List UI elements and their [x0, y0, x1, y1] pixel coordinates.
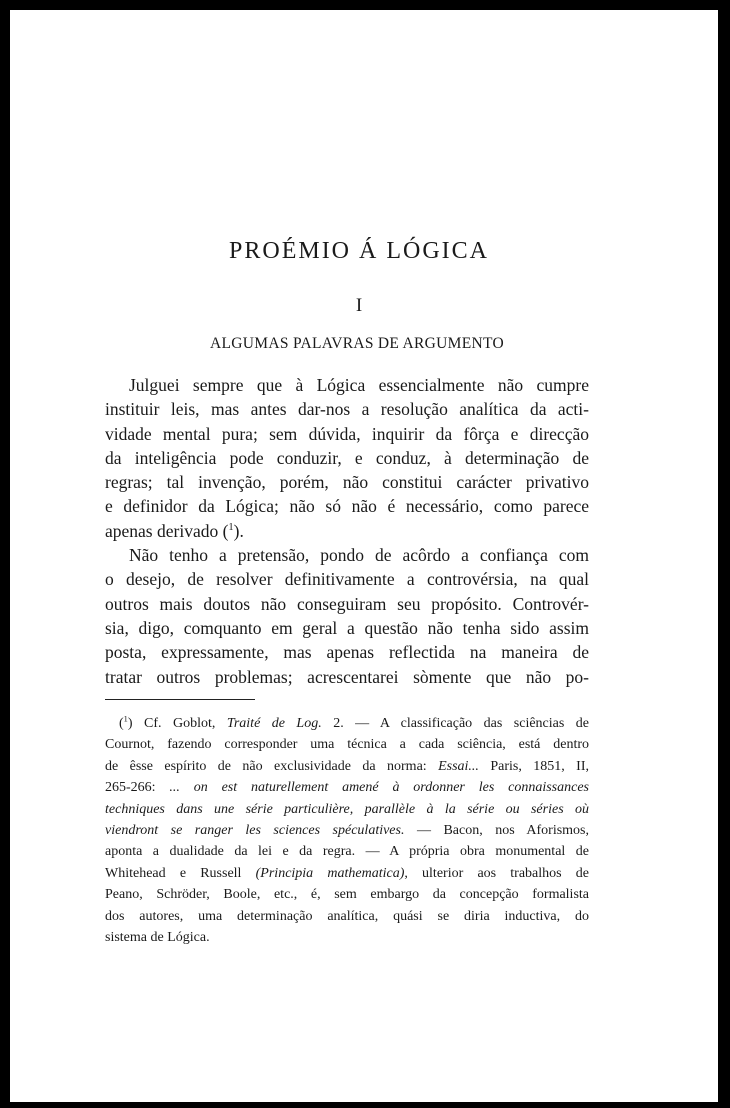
footnote	[105, 713, 589, 948]
footnote-line: dos autores, uma determinação analítica, quási se diria inductiva, do	[105, 908, 589, 924]
footnote-line: Whitehead e Russell (Principia mathematica), ulterior aos trabalhos de	[105, 865, 590, 881]
paragraph-line: instituir leis, mas antes dar-nos a resolução analítica da acti-	[105, 399, 589, 420]
footnote-line: Cournot, fazendo corresponder uma técnica a cada sciência, está dentro	[105, 737, 589, 753]
paragraph-line-end: ).	[233, 520, 244, 541]
footnote-line: sistema de Lógica.	[105, 930, 210, 946]
paragraph-line: regras; tal invenção, porém, não constitui carácter privativo	[105, 472, 589, 493]
body-text	[105, 373, 589, 689]
footnote-line: viendront se ranger les sciences spéculatives. — Bacon, nos Aforismos,	[105, 823, 589, 839]
paragraph-line: e definidor da Lógica; não só não é necessário, como parece	[105, 496, 589, 517]
paragraph-line: outros mais doutos não conseguiram seu propósito. Controvér-	[105, 593, 589, 614]
paragraph-line-text: apenas derivado (	[105, 520, 229, 541]
paragraph-line: Não tenho a pretensão, pondo de acôrdo a confiança com	[129, 545, 589, 566]
footnote-line: ($^1$) Cf. Goblot, Traité de Log. 2. — A classificação das sciências de	[119, 714, 589, 731]
section-number: I	[355, 295, 363, 316]
footnote-line: aponta a dualidade da lei e da regra. — A própria obra monumental de	[105, 844, 589, 860]
footnote-line: Peano, Schröder, Boole, etc., é, sem embargo da concepção formalista	[105, 887, 589, 903]
footnote-line: de êsse espírito de não exclusividade da norma: Essai... Paris, 1851, II,	[105, 758, 589, 774]
footnote-line: techniques dans une série particulière, parallèle à la série ou séries où	[105, 801, 589, 817]
section-title: ALGUMAS PALAVRAS DE ARGUMENTO	[210, 335, 504, 352]
paragraph-line: vidade mental pura; sem dúvida, inquirir da fôrça e direcção	[105, 423, 589, 444]
footnote-reference[interactable]: 1	[228, 521, 234, 533]
document-page	[10, 10, 718, 1102]
footnote-marker: 1	[123, 714, 128, 724]
page-title: PROÉMIO Á LÓGICA	[229, 238, 489, 264]
paragraph-last-line	[105, 519, 589, 543]
paragraph-line: sia, digo, comquanto em geral a questão não tenha sido assim	[105, 617, 589, 638]
paragraph-line: da inteligência pode conduzir, e conduz, à determinação de	[105, 447, 589, 468]
footnote-line: 265-266: ... on est naturellement amené à ordonner les connaissances	[105, 780, 589, 796]
paragraph-line: tratar outros problemas; acrescentarei sòmente que não po-	[105, 666, 589, 687]
paragraph-line: o desejo, de resolver definitivamente a controvérsia, na qual	[105, 569, 589, 590]
paragraph-line: Julguei sempre que à Lógica essencialmente não cumpre	[129, 375, 589, 395]
footnote-divider	[105, 699, 255, 700]
paragraph-line: posta, expressamente, mas apenas reflectida na maneira de	[105, 642, 589, 663]
